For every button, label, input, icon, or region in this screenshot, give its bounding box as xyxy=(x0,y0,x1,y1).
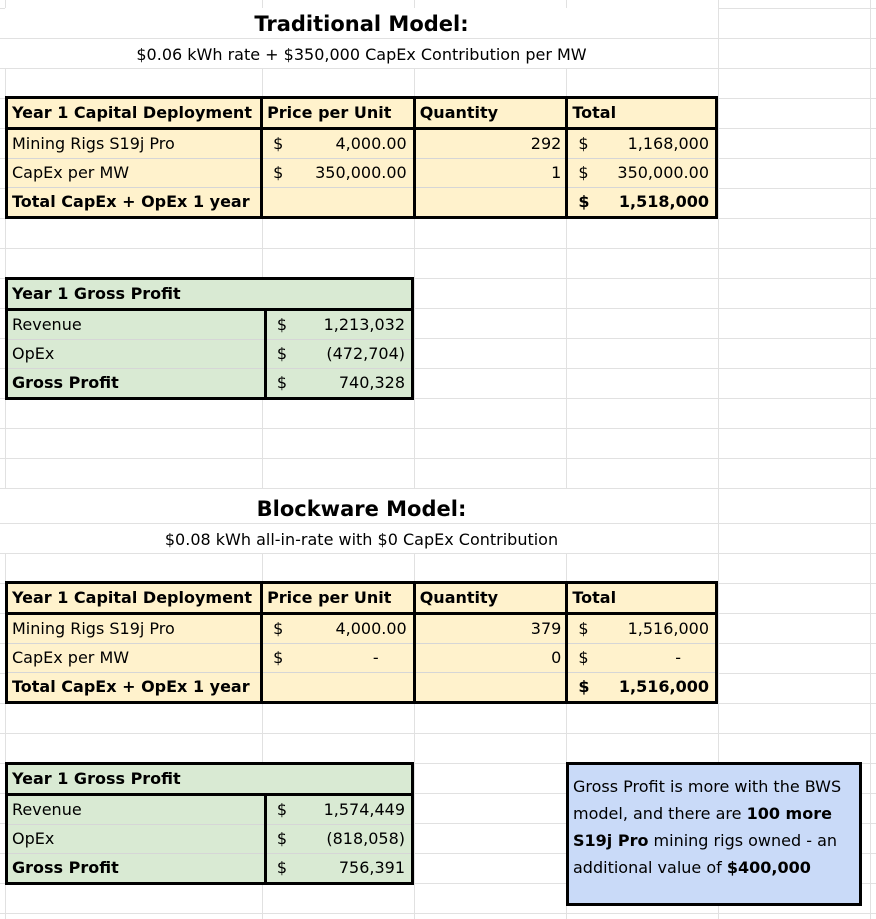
table-row xyxy=(7,129,717,159)
gridline xyxy=(0,553,876,554)
total-value: 1,516,000 xyxy=(627,619,709,638)
row-label[interactable]: CapEx per MW xyxy=(7,159,262,188)
gridline xyxy=(0,68,876,69)
header-total[interactable]: Total xyxy=(567,583,717,614)
note-bold-rigs: 100 more S19j Pro xyxy=(573,804,832,850)
value-cell[interactable] xyxy=(265,825,412,854)
header-gross-profit[interactable]: Year 1 Gross Profit xyxy=(7,279,413,310)
currency-symbol: $ xyxy=(578,134,589,153)
row-label[interactable]: OpEx xyxy=(7,340,266,369)
table-row-total xyxy=(7,854,413,884)
price-cell[interactable] xyxy=(262,644,415,673)
gridline xyxy=(0,913,876,914)
table-row xyxy=(7,159,717,188)
traditional-title: Traditional Model: xyxy=(5,8,718,38)
amount-value: 1,213,032 xyxy=(323,315,405,334)
header-total[interactable]: Total xyxy=(567,98,717,129)
price-cell[interactable] xyxy=(262,129,415,159)
currency-symbol: $ xyxy=(578,619,589,638)
note-text: mining rigs owned - an additional value of xyxy=(573,831,838,877)
total-value: 1,516,000 xyxy=(618,677,709,696)
amount-value: 1,574,449 xyxy=(323,800,405,819)
quantity-cell[interactable]: 292 xyxy=(414,129,567,159)
quantity-cell[interactable] xyxy=(414,188,567,218)
table-row xyxy=(7,340,413,369)
table-header-row xyxy=(7,279,413,310)
row-label[interactable]: Mining Rigs S19j Pro xyxy=(7,129,262,159)
price-value: 4,000.00 xyxy=(335,619,407,638)
total-value: - xyxy=(675,648,681,667)
currency-symbol: $ xyxy=(578,192,590,211)
total-cell[interactable] xyxy=(567,644,717,673)
header-price-per-unit[interactable]: Price per Unit xyxy=(262,583,415,614)
currency-symbol: $ xyxy=(273,163,284,182)
note-bold-value: $400,000 xyxy=(726,858,811,877)
traditional-subtitle: $0.06 kWh rate + $350,000 CapEx Contribution per MW xyxy=(5,39,718,68)
currency-symbol: $ xyxy=(273,134,284,153)
total-value: 1,168,000 xyxy=(627,134,709,153)
table-header-row xyxy=(7,98,717,129)
table-header-row xyxy=(7,583,717,614)
value-cell[interactable] xyxy=(265,854,412,884)
header-capital-deployment[interactable]: Year 1 Capital Deployment xyxy=(7,583,262,614)
value-cell[interactable] xyxy=(265,795,412,825)
table-row xyxy=(7,795,413,825)
amount-value: 740,328 xyxy=(338,373,405,392)
row-label[interactable]: Gross Profit xyxy=(7,369,266,399)
total-cell[interactable] xyxy=(567,673,717,703)
quantity-cell[interactable]: 0 xyxy=(414,644,567,673)
total-cell[interactable] xyxy=(567,159,717,188)
table-row-total xyxy=(7,369,413,399)
comparison-note-box[interactable] xyxy=(566,762,862,906)
gridline xyxy=(870,0,871,919)
quantity-cell[interactable] xyxy=(414,673,567,703)
value-cell[interactable] xyxy=(265,310,412,340)
total-cell[interactable] xyxy=(567,188,717,218)
currency-symbol: $ xyxy=(578,648,589,667)
header-quantity[interactable]: Quantity xyxy=(414,583,567,614)
currency-symbol: $ xyxy=(578,163,589,182)
row-label[interactable]: Total CapEx + OpEx 1 year xyxy=(7,188,262,218)
currency-symbol: $ xyxy=(276,858,288,877)
blockware-subtitle: $0.08 kWh all-in-rate with $0 CapEx Contribution xyxy=(5,524,718,553)
row-label[interactable]: Revenue xyxy=(7,310,266,340)
table-row xyxy=(7,614,717,644)
price-value: 4,000.00 xyxy=(335,134,407,153)
currency-symbol: $ xyxy=(276,315,288,334)
currency-symbol: $ xyxy=(578,677,590,696)
blockware-title: Blockware Model: xyxy=(5,489,718,523)
price-cell[interactable] xyxy=(262,673,415,703)
table-row xyxy=(7,825,413,854)
amount-value: 756,391 xyxy=(338,858,405,877)
row-label[interactable]: CapEx per MW xyxy=(7,644,262,673)
currency-symbol: $ xyxy=(276,373,288,392)
value-cell[interactable] xyxy=(265,369,412,399)
table-row-total xyxy=(7,673,717,703)
blockware-gross-profit-table xyxy=(5,762,414,885)
gridline xyxy=(0,428,876,429)
header-capital-deployment[interactable]: Year 1 Capital Deployment xyxy=(7,98,262,129)
quantity-cell[interactable]: 379 xyxy=(414,614,567,644)
value-cell[interactable] xyxy=(265,340,412,369)
currency-symbol: $ xyxy=(276,344,288,363)
blockware-capital-table xyxy=(5,581,718,704)
row-label[interactable]: Mining Rigs S19j Pro xyxy=(7,614,262,644)
header-gross-profit[interactable]: Year 1 Gross Profit xyxy=(7,764,413,795)
price-cell[interactable] xyxy=(262,188,415,218)
amount-value: (472,704) xyxy=(326,344,405,363)
header-quantity[interactable]: Quantity xyxy=(414,98,567,129)
row-label[interactable]: Gross Profit xyxy=(7,854,266,884)
table-row xyxy=(7,644,717,673)
currency-symbol: $ xyxy=(276,829,288,848)
gridline xyxy=(0,458,876,459)
total-cell[interactable] xyxy=(567,129,717,159)
row-label[interactable]: Revenue xyxy=(7,795,266,825)
table-row xyxy=(7,310,413,340)
total-value: 350,000.00 xyxy=(617,163,709,182)
gridline xyxy=(0,733,876,734)
row-label[interactable]: OpEx xyxy=(7,825,266,854)
row-label[interactable]: Total CapEx + OpEx 1 year xyxy=(7,673,262,703)
header-price-per-unit[interactable]: Price per Unit xyxy=(262,98,415,129)
price-cell[interactable] xyxy=(262,614,415,644)
total-cell[interactable] xyxy=(567,614,717,644)
currency-symbol: $ xyxy=(276,800,288,819)
note-text: Gross Profit is more with the BWS model, and there are xyxy=(573,777,842,823)
gridline xyxy=(0,248,876,249)
traditional-capital-table xyxy=(5,96,718,219)
price-value: 350,000.00 xyxy=(315,163,407,182)
table-row-total xyxy=(7,188,717,218)
currency-symbol: $ xyxy=(273,648,284,667)
traditional-gross-profit-table xyxy=(5,277,414,400)
currency-symbol: $ xyxy=(273,619,284,638)
total-value: 1,518,000 xyxy=(618,192,709,211)
price-value: - xyxy=(372,648,379,667)
price-cell[interactable] xyxy=(262,159,415,188)
quantity-cell[interactable]: 1 xyxy=(414,159,567,188)
amount-value: (818,058) xyxy=(326,829,405,848)
table-header-row xyxy=(7,764,413,795)
